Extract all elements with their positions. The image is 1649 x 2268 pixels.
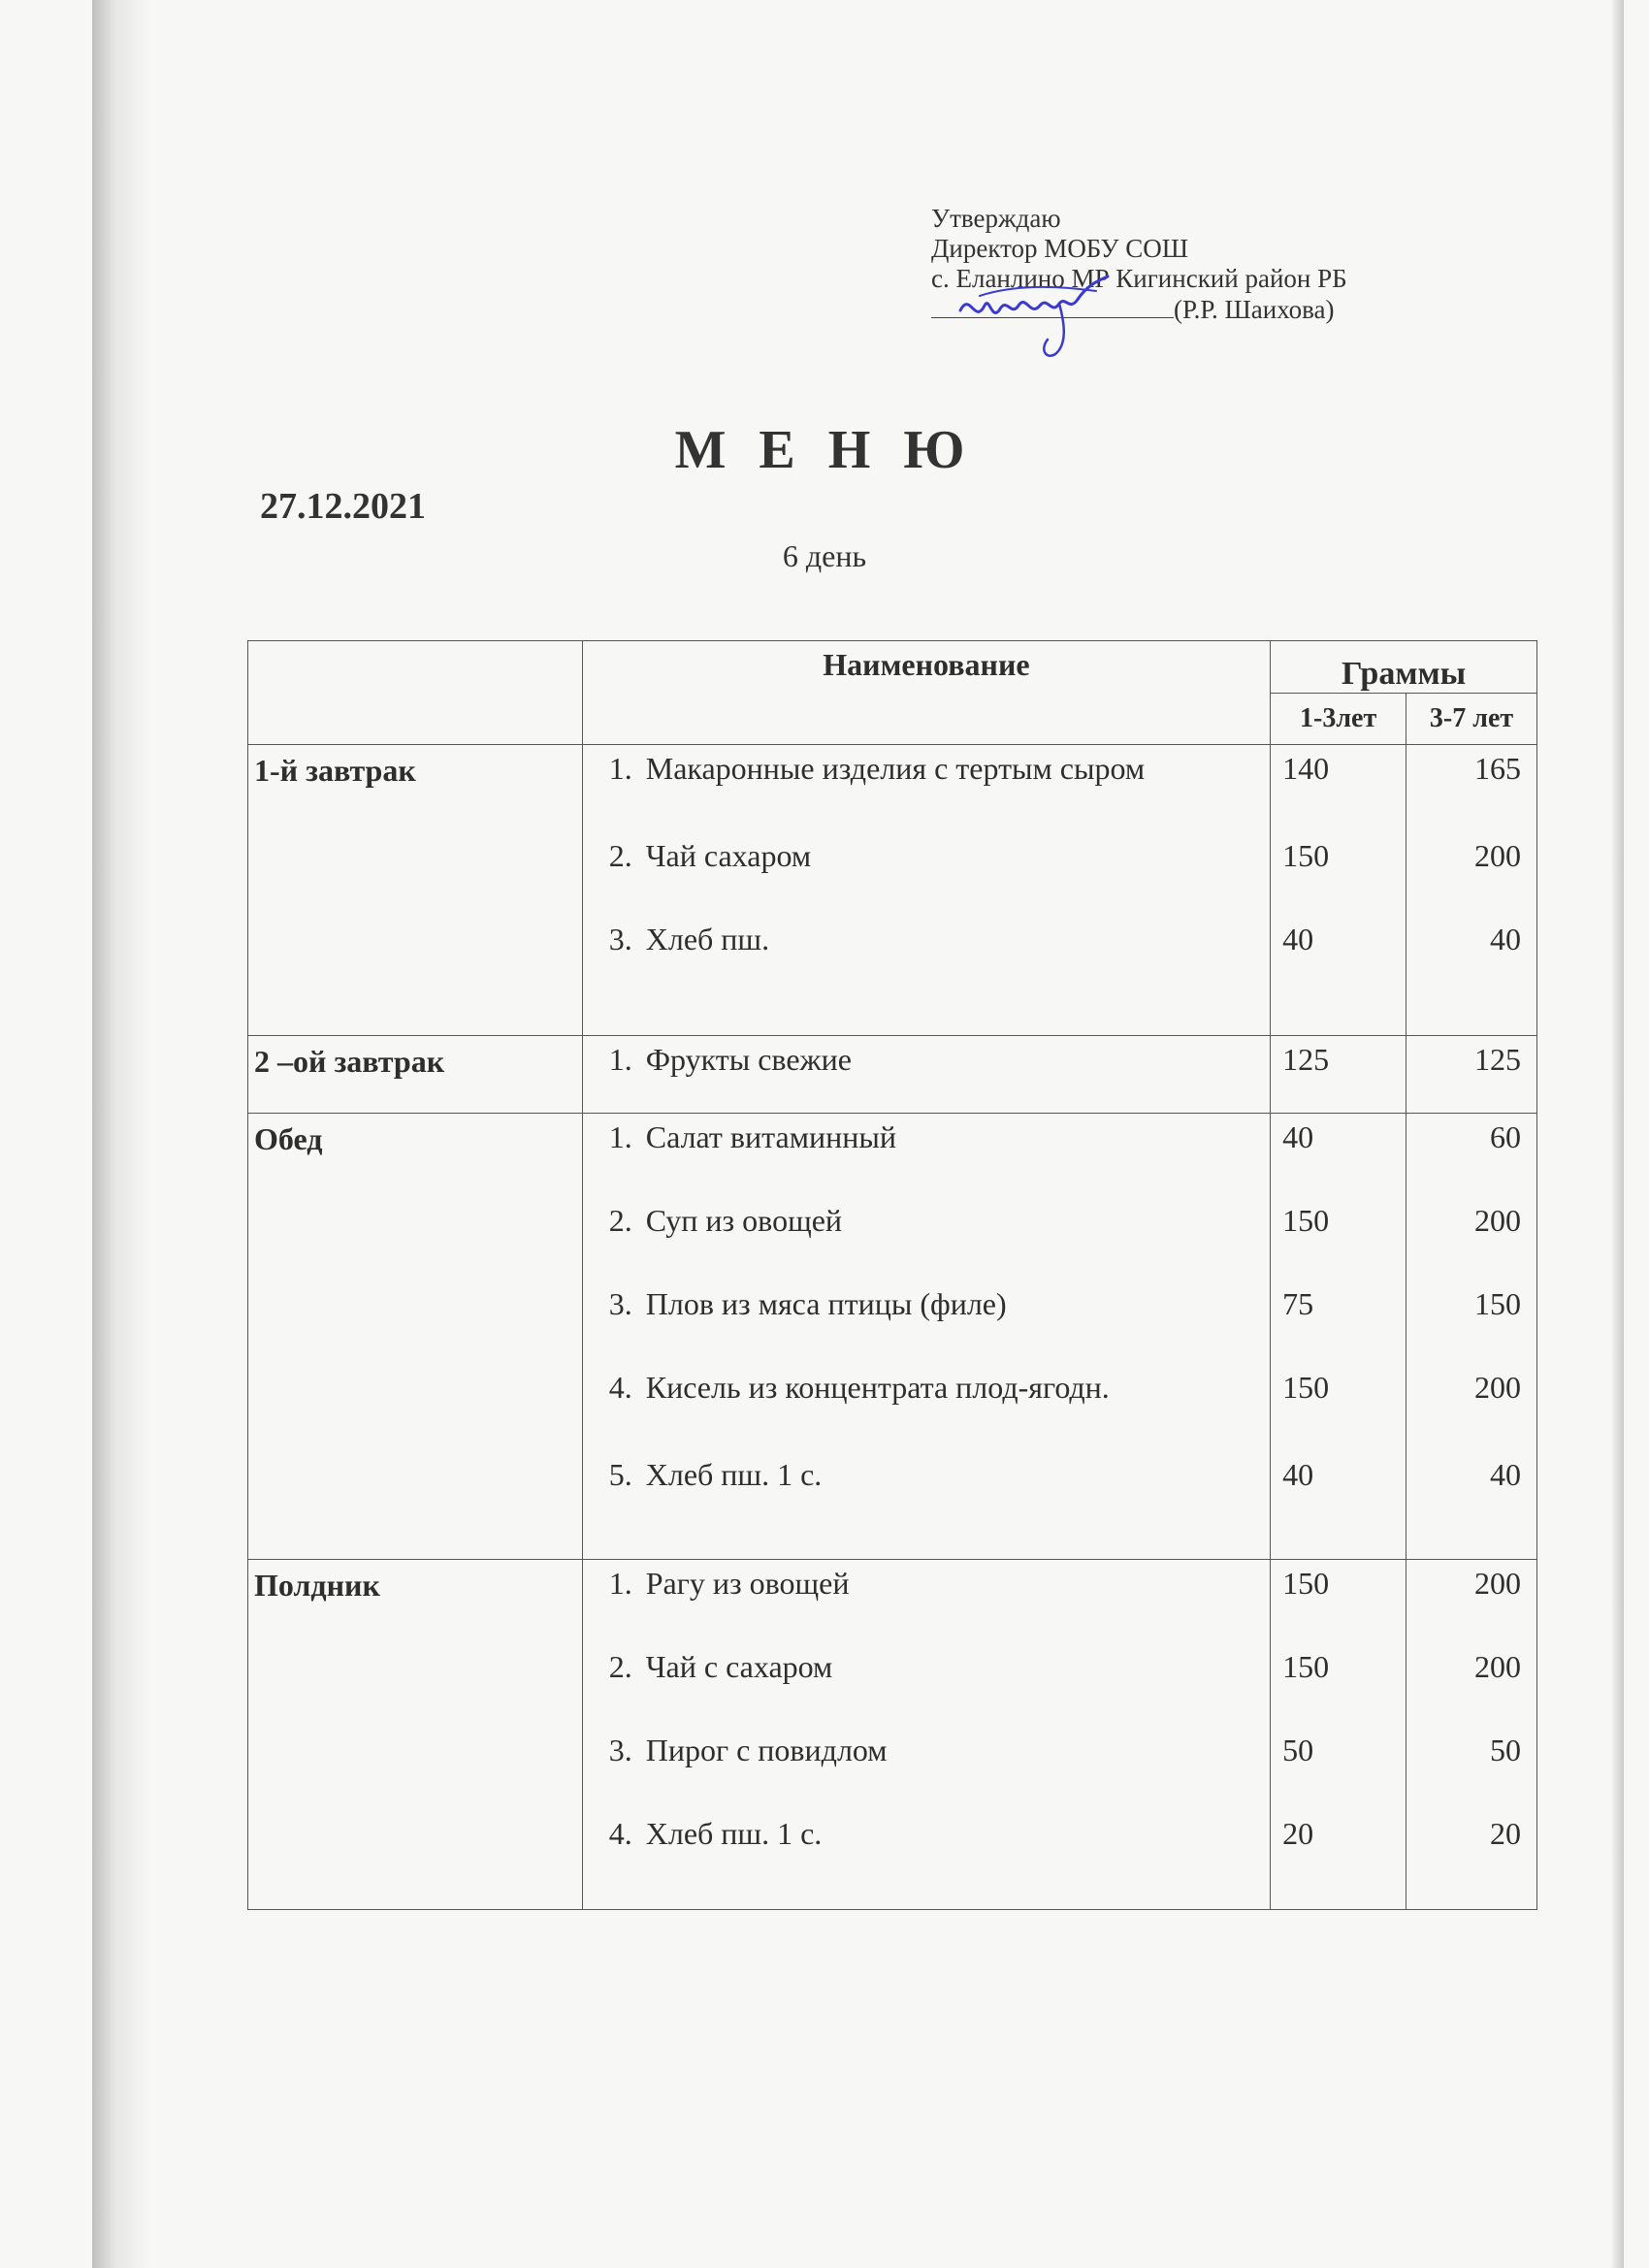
meal-items-cell — [582, 745, 1270, 1036]
list-item — [589, 922, 1264, 1009]
item-name: Макаронные изделия с тертым сыром — [645, 751, 1146, 786]
item-number: 1. — [608, 751, 632, 786]
meal-label: Обед — [248, 1114, 583, 1560]
item-name: Чай сахаром — [645, 838, 812, 873]
menu-table — [247, 640, 1537, 1910]
table-row — [248, 745, 1537, 1036]
approval-line-position: Директор МОБУ СОШ — [931, 234, 1188, 263]
item-grams-1-3: 150 — [1282, 1566, 1330, 1601]
item-number: 4. — [608, 1370, 632, 1405]
grams-3-7-cell — [1406, 1560, 1537, 1910]
item-grams-3-7: 150 — [1474, 1286, 1521, 1321]
list-item — [589, 751, 1264, 838]
list-item — [589, 1370, 1264, 1457]
item-grams-3-7: 200 — [1474, 1566, 1521, 1601]
item-name: Кисель из концентрата плод-ягодн. — [645, 1370, 1110, 1405]
item-number: 2. — [608, 1203, 632, 1238]
list-item — [589, 1649, 1264, 1733]
signature-line — [931, 294, 1347, 325]
grams-1-3-cell — [1271, 745, 1406, 1036]
header-grams: Граммы — [1271, 641, 1537, 694]
item-number: 3. — [608, 922, 632, 956]
item-grams-1-3: 40 — [1282, 922, 1314, 956]
list-item — [589, 1457, 1264, 1515]
meal-rows — [248, 745, 1537, 1910]
item-number: 1. — [608, 1566, 632, 1601]
list-item — [589, 1042, 1264, 1081]
meal-label: 2 –ой завтрак — [248, 1036, 583, 1114]
item-grams-1-3: 150 — [1282, 1649, 1330, 1684]
grams-1-3-cell — [1271, 1036, 1406, 1114]
list-item — [589, 1733, 1264, 1816]
table-row — [248, 1560, 1537, 1910]
meal-items-cell — [582, 1114, 1270, 1560]
menu-date: 27.12.2021 — [260, 486, 426, 527]
item-grams-1-3: 75 — [1282, 1286, 1314, 1321]
item-number: 5. — [608, 1457, 632, 1492]
approval-line-organization: с. Еланлино МР Кигинский район РБ — [931, 264, 1347, 293]
item-name: Хлеб пш. — [645, 922, 770, 956]
table-row — [248, 1036, 1537, 1114]
item-grams-3-7: 200 — [1474, 1649, 1521, 1684]
list-item — [589, 1566, 1264, 1649]
list-item — [589, 1816, 1264, 1899]
header-age-1-3: 1-3лет — [1271, 693, 1406, 745]
item-name: Суп из овощей — [645, 1203, 843, 1238]
approval-line-approve: Утверждаю — [931, 204, 1061, 233]
table-header-row — [248, 641, 1537, 694]
item-grams-3-7: 200 — [1474, 838, 1521, 873]
list-item — [589, 838, 1264, 922]
header-name: Наименование — [582, 641, 1270, 745]
item-grams-3-7: 165 — [1474, 751, 1521, 786]
grams-1-3-cell — [1271, 1114, 1406, 1560]
item-number: 2. — [608, 838, 632, 873]
item-grams-3-7: 40 — [1490, 1457, 1521, 1492]
item-number: 1. — [608, 1042, 632, 1077]
item-number: 3. — [608, 1733, 632, 1767]
list-item — [589, 1203, 1264, 1286]
grams-3-7-cell — [1406, 745, 1537, 1036]
item-grams-1-3: 140 — [1282, 751, 1330, 786]
approval-block — [931, 204, 1347, 325]
item-grams-3-7: 50 — [1490, 1733, 1521, 1767]
menu-day: 6 день — [782, 538, 867, 573]
scan-shadow-right — [1610, 0, 1624, 2268]
item-grams-1-3: 40 — [1282, 1119, 1314, 1154]
header-meal-cell — [248, 641, 583, 745]
item-number: 4. — [608, 1816, 632, 1851]
item-grams-1-3: 125 — [1282, 1042, 1330, 1077]
header-age-3-7: 3-7 лет — [1406, 693, 1537, 745]
signatory-name: (Р.Р. Шаихова) — [1174, 295, 1335, 324]
item-grams-1-3: 20 — [1282, 1816, 1314, 1851]
item-grams-3-7: 200 — [1474, 1370, 1521, 1405]
document-title: М Е Н Ю — [674, 420, 975, 480]
grams-3-7-cell — [1406, 1114, 1537, 1560]
list-item — [589, 1286, 1264, 1370]
item-name: Салат витаминный — [645, 1119, 896, 1154]
list-item — [589, 1119, 1264, 1203]
handwritten-signature-icon — [951, 257, 1125, 364]
item-grams-1-3: 150 — [1282, 838, 1330, 873]
item-name: Хлеб пш. 1 с. — [645, 1816, 823, 1851]
item-name: Чай с сахаром — [645, 1649, 833, 1684]
item-name: Пирог с повидлом — [645, 1733, 888, 1767]
grams-3-7-cell — [1406, 1036, 1537, 1114]
item-grams-1-3: 40 — [1282, 1457, 1314, 1492]
item-name: Плов из мяса птицы (филе) — [645, 1286, 1007, 1321]
item-grams-3-7: 60 — [1490, 1119, 1521, 1154]
item-grams-1-3: 150 — [1282, 1370, 1330, 1405]
item-number: 1. — [608, 1119, 632, 1154]
item-name: Фрукты свежие — [645, 1042, 852, 1077]
grams-1-3-cell — [1271, 1560, 1406, 1910]
scan-shadow-left — [92, 0, 150, 2268]
meal-items-cell — [582, 1560, 1270, 1910]
item-name: Хлеб пш. 1 с. — [645, 1457, 823, 1492]
item-number: 3. — [608, 1286, 632, 1321]
item-number: 2. — [608, 1649, 632, 1684]
item-grams-1-3: 150 — [1282, 1203, 1330, 1238]
item-name: Рагу из овощей — [645, 1566, 850, 1601]
meal-label: Полдник — [248, 1560, 583, 1910]
item-grams-3-7: 125 — [1474, 1042, 1521, 1077]
item-grams-3-7: 40 — [1490, 922, 1521, 956]
item-grams-1-3: 50 — [1282, 1733, 1314, 1767]
meal-items-cell — [582, 1036, 1270, 1114]
table-row — [248, 1114, 1537, 1560]
item-grams-3-7: 20 — [1490, 1816, 1521, 1851]
meal-label: 1-й завтрак — [248, 745, 583, 1036]
item-grams-3-7: 200 — [1474, 1203, 1521, 1238]
